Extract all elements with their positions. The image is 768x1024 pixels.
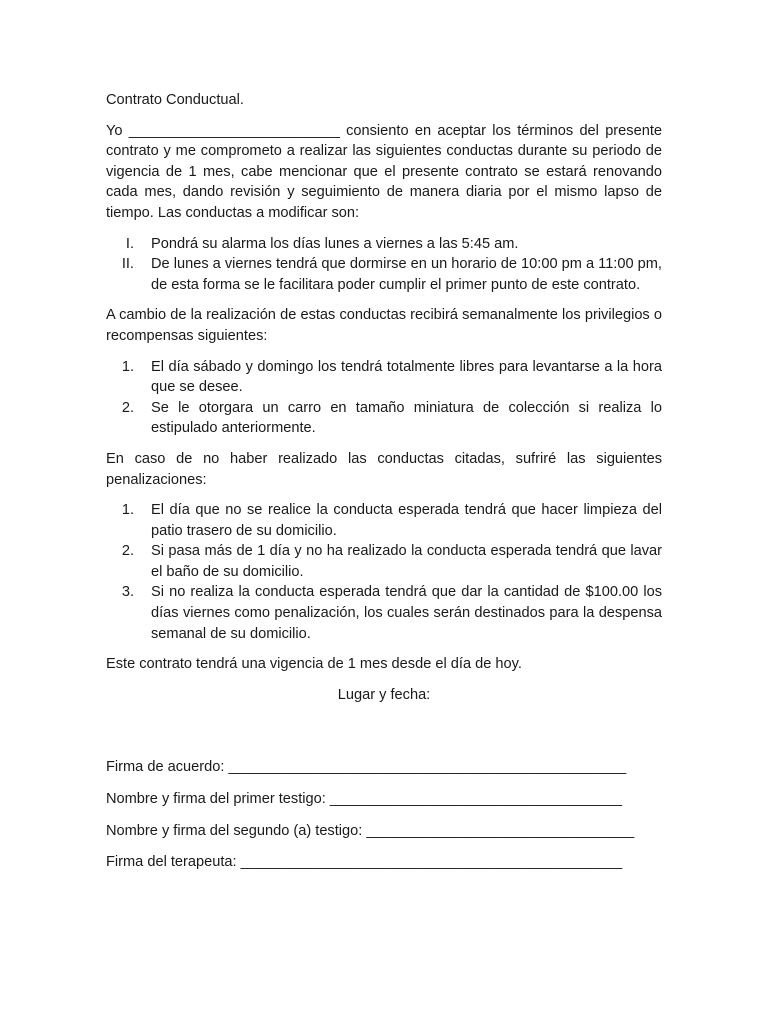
- list-item-text: Si no realiza la conducta esperada tendrá que dar la cantidad de $100.00 los días viernes como penalización, los cuales serán destinados para la despensa semanal de su domicilio.: [151, 584, 662, 642]
- rewards-intro: A cambio de la realización de estas conductas recibirá semanalmente los privilegios o recompensas siguientes:: [106, 307, 662, 344]
- first-witness-signature-line: Nombre y firma del primer testigo: ____________________________________: [106, 791, 623, 808]
- list-marker: 2.: [121, 543, 134, 560]
- list-item: [106, 500, 662, 541]
- list-marker: 3.: [121, 584, 134, 601]
- list-item-text: De lunes a viernes tendrá que dormirse en un horario de 10:00 pm a 11:00 pm, de esta forma se le facilitara poder cumplir el primer punto de este contrato.: [151, 256, 662, 293]
- intro-paragraph: Yo __________________________ consiento en aceptar los términos del presente contrato y me comprometo a realizar las siguientes conductas durante su periodo de vigencia de 1 mes, cabe mencionar que el presente contrato se estará renovando cada mes, dando revisión y seguimiento de manera diaria por el mismo lapso de tiempo. Las conductas a modificar son:: [106, 122, 662, 221]
- document-page: [106, 90, 662, 884]
- list-item-text: Pondrá su alarma los días lunes a viernes a las 5:45 am.: [151, 235, 519, 252]
- list-item: [106, 254, 662, 295]
- list-item: [106, 398, 662, 439]
- penalties-list: [106, 500, 662, 644]
- second-witness-signature-line: Nombre y firma del segundo (a) testigo: _________________________________: [106, 822, 635, 839]
- list-item-text: Si pasa más de 1 día y no ha realizado la conducta esperada tendrá que lavar el baño de su domicilio.: [151, 543, 662, 580]
- document-title: Contrato Conductual.: [106, 92, 244, 108]
- list-marker: I.: [125, 235, 134, 252]
- behaviors-list: [106, 234, 662, 296]
- list-marker: 2.: [121, 399, 134, 416]
- list-marker: 1.: [121, 502, 134, 519]
- rewards-list: [106, 357, 662, 439]
- list-item-text: El día sábado y domingo los tendrá totalmente libres para levantarse a la hora que se desee.: [151, 358, 662, 396]
- list-item: [106, 582, 662, 644]
- list-item: [106, 234, 662, 255]
- list-item-text: El día que no se realice la conducta esperada tendrá que hacer limpieza del patio trasero de su domicilio.: [151, 502, 662, 539]
- list-marker: 1.: [121, 358, 134, 375]
- list-marker: II.: [121, 256, 134, 273]
- penalties-intro: En caso de no haber realizado las conductas citadas, sufriré las siguientes penalizaciones:: [106, 450, 662, 488]
- place-date-label: Lugar y fecha:: [337, 686, 431, 703]
- list-item: [106, 541, 662, 582]
- list-item-text: Se le otorgara un carro en tamaño miniatura de colección si realiza lo estipulado anteriormente.: [151, 399, 662, 437]
- validity-statement: Este contrato tendrá una vigencia de 1 mes desde el día de hoy.: [106, 656, 522, 673]
- agreement-signature-line: Firma de acuerdo: _________________________________________________: [106, 759, 627, 776]
- list-item: [106, 357, 662, 398]
- therapist-signature-line: Firma del terapeuta: _______________________________________________: [106, 854, 623, 871]
